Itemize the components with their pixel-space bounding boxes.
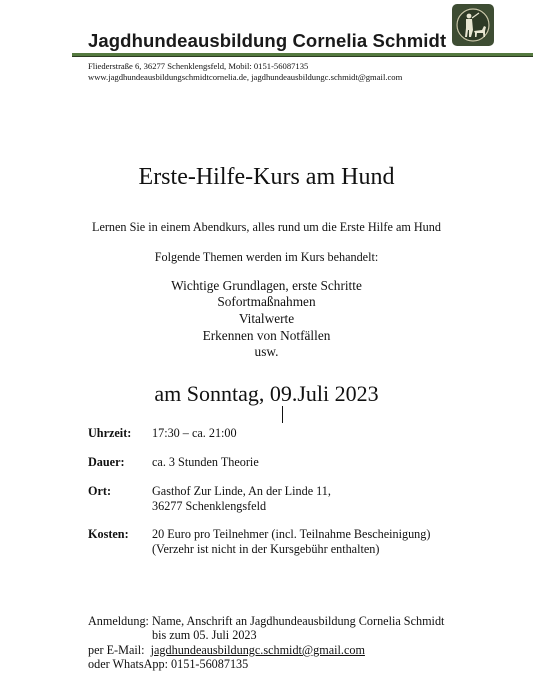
duration-value: ca. 3 Stunden Theorie [152,455,259,469]
location-line2: 36277 Schenklengsfeld [152,499,267,513]
web-email-line: www.jagdhundeausbildungschmidtcornelia.de, jagdhundeausbildungc.schmidt@gmail.com [88,72,403,82]
location-line1: Gasthof Zur Linde, An der Linde 11, [152,484,331,498]
registration-whatsapp: oder WhatsApp: 0151-56087135 [88,657,249,671]
time-value: 17:30 – ca. 21:00 [152,426,237,440]
topic-item: Sofortmaßnahmen [217,294,316,309]
registration-line2: bis zum 05. Juli 2023 [152,628,257,642]
topics-heading: Folgende Themen werden im Kurs behandelt: [154,250,379,264]
duration-label: Dauer: [88,455,125,469]
page-title: Erste-Hilfe-Kurs am Hund [138,164,395,190]
email-link[interactable]: jagdhundeausbildungc.schmidt@gmail.com [150,643,365,657]
cost-label: Kosten: [88,527,129,541]
registration-line1: Anmeldung: Name, Anschrift an Jagdhundeausbildung Cornelia Schmidt [88,614,445,628]
cost-line2: (Verzehr ist nicht in der Kursgebühr enthalten) [152,542,380,556]
company-name: Jagdhundeausbildung Cornelia Schmidt [88,30,447,51]
registration-email-line [88,643,365,658]
location-label: Ort: [88,484,112,498]
topic-item: Erkennen von Notfällen [202,328,331,343]
time-label: Uhrzeit: [88,426,132,440]
header-rule-dark [72,56,533,57]
topic-item: Vitalwerte [238,311,295,326]
email-prefix: per E-Mail: [88,643,151,657]
intro-text: Lernen Sie in einem Abendkurs, alles rund um die Erste Hilfe am Hund [92,220,441,234]
event-date: am Sonntag, 09.Juli 2023 [154,381,379,406]
cost-line1: 20 Euro pro Teilnehmer (incl. Teilnahme Bescheinigung) [152,527,431,541]
topic-item: Wichtige Grundlagen, erste Schritte [171,278,362,293]
text-cursor [282,406,283,423]
address-line: Fliederstraße 6, 36277 Schenklengsfeld, Mobil: 0151-56087135 [88,61,309,71]
hunter-with-dog-icon [452,4,494,46]
topic-item: usw. [254,344,279,359]
